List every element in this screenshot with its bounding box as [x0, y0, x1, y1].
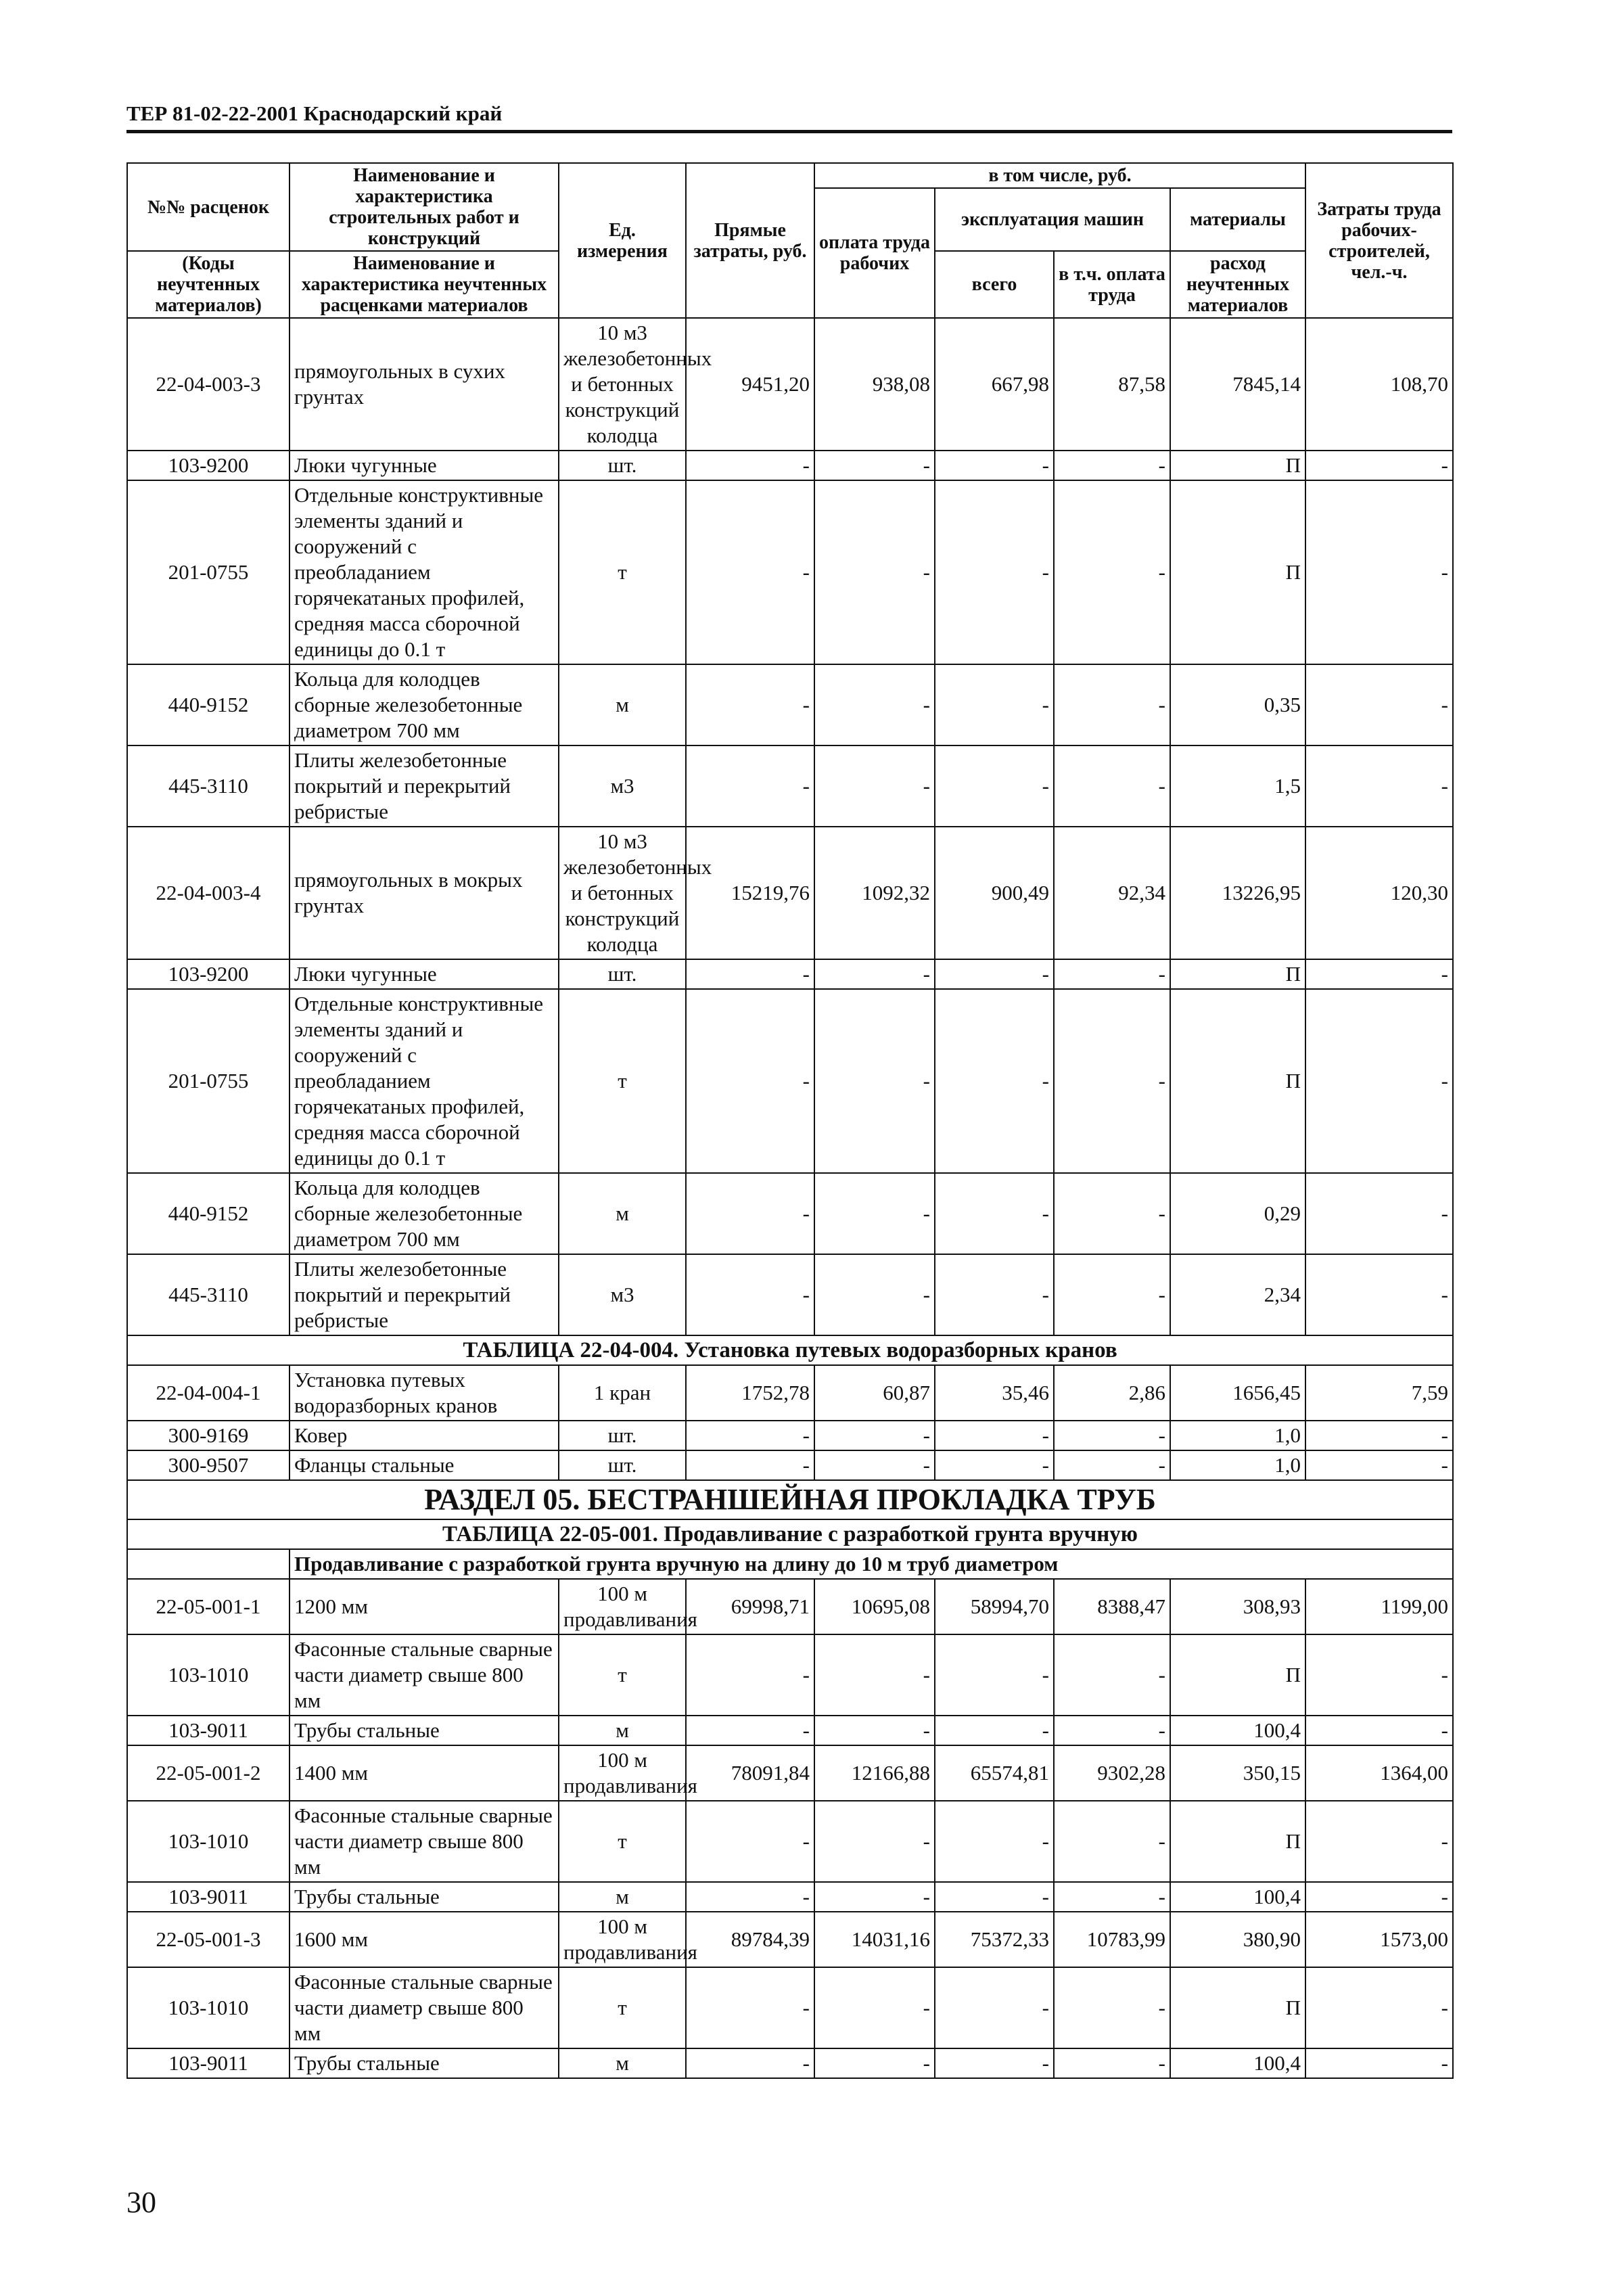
rate-row — [127, 1912, 1453, 1967]
machines-cell: 900,49 — [935, 827, 1054, 959]
machine-wages-cell: - — [1054, 1967, 1170, 2048]
direct-costs: 69998,71 — [686, 1579, 814, 1634]
wages-cell: 14031,16 — [814, 1912, 935, 1967]
direct-costs: 15219,76 — [686, 827, 814, 959]
unit-cell: м3 — [559, 745, 686, 827]
unit-cell: т — [559, 1967, 686, 2048]
rate-row — [127, 1579, 1453, 1634]
rate-code: 103-9011 — [127, 1716, 290, 1745]
subtitle-spacer — [127, 1549, 290, 1579]
unit-cell: 100 м продавливания — [559, 1745, 686, 1801]
rate-code: 445-3110 — [127, 1254, 290, 1335]
machine-wages-cell: - — [1054, 480, 1170, 664]
col-machines-total: всего — [935, 251, 1054, 318]
materials-cell: 1656,45 — [1170, 1365, 1305, 1421]
material-row — [127, 1716, 1453, 1745]
item-name: 1400 мм — [290, 1745, 559, 1801]
materials-cell: П — [1170, 989, 1305, 1173]
labor-cell: - — [1305, 2048, 1453, 2078]
machines-cell: 75372,33 — [935, 1912, 1054, 1967]
machines-cell: - — [935, 664, 1054, 745]
labor-cell: - — [1305, 1882, 1453, 1912]
machine-wages-cell: 87,58 — [1054, 318, 1170, 451]
machine-wages-cell: 2,86 — [1054, 1365, 1170, 1421]
rate-code: 22-05-001-1 — [127, 1579, 290, 1634]
col-machines: эксплуатация машин — [935, 188, 1170, 251]
table-title-row — [127, 1519, 1453, 1549]
col-including: в том числе, руб. — [814, 163, 1305, 188]
material-row — [127, 989, 1453, 1173]
materials-cell: 1,0 — [1170, 1450, 1305, 1480]
machine-wages-cell: - — [1054, 664, 1170, 745]
machine-wages-cell: 9302,28 — [1054, 1745, 1170, 1801]
item-name: Люки чугунные — [290, 451, 559, 480]
wages-cell: - — [814, 1450, 935, 1480]
wages-cell: - — [814, 745, 935, 827]
materials-cell: 100,4 — [1170, 2048, 1305, 2078]
wages-cell: - — [814, 2048, 935, 2078]
rate-code: 103-9200 — [127, 451, 290, 480]
materials-cell: 350,15 — [1170, 1745, 1305, 1801]
item-name: Фасонные стальные сварные части диаметр свыше 800 мм — [290, 1967, 559, 2048]
item-name: Фасонные стальные сварные части диаметр свыше 800 мм — [290, 1634, 559, 1716]
wages-cell: - — [814, 1801, 935, 1882]
materials-cell: П — [1170, 1634, 1305, 1716]
machines-cell: - — [935, 989, 1054, 1173]
subtitle-row — [127, 1549, 1453, 1579]
materials-cell: 1,0 — [1170, 1421, 1305, 1450]
wages-cell: - — [814, 1882, 935, 1912]
material-row — [127, 451, 1453, 480]
machines-cell: - — [935, 1882, 1054, 1912]
material-row — [127, 1450, 1453, 1480]
rate-code: 22-04-003-3 — [127, 318, 290, 451]
material-row — [127, 1882, 1453, 1912]
table-title: ТАБЛИЦА 22-04-004. Установка путевых водоразборных кранов — [127, 1335, 1453, 1365]
materials-cell: 13226,95 — [1170, 827, 1305, 959]
rate-row — [127, 827, 1453, 959]
item-name: прямоугольных в мокрых грунтах — [290, 827, 559, 959]
machines-cell: - — [935, 1716, 1054, 1745]
materials-cell: 100,4 — [1170, 1716, 1305, 1745]
wages-cell: 1092,32 — [814, 827, 935, 959]
machines-cell: - — [935, 1421, 1054, 1450]
direct-costs: 1752,78 — [686, 1365, 814, 1421]
wages-cell: - — [814, 1173, 935, 1254]
material-row — [127, 2048, 1453, 2078]
col-name-top: Наименование и характеристика строительных работ и конструкций — [290, 163, 559, 251]
wages-cell: - — [814, 1421, 935, 1450]
item-name: Трубы стальные — [290, 2048, 559, 2078]
item-name: Отдельные конструктивные элементы зданий и сооружений с преобладанием горячекатаных профилей, средняя масса сборочной единицы до 0.1 т — [290, 480, 559, 664]
wages-cell: - — [814, 664, 935, 745]
material-row — [127, 1967, 1453, 2048]
machine-wages-cell: - — [1054, 1173, 1170, 1254]
labor-cell: - — [1305, 1634, 1453, 1716]
machines-cell: - — [935, 959, 1054, 989]
unit-cell: т — [559, 1634, 686, 1716]
direct-costs: - — [686, 1450, 814, 1480]
section-row — [127, 1480, 1453, 1519]
machine-wages-cell: - — [1054, 451, 1170, 480]
labor-cell: - — [1305, 959, 1453, 989]
materials-cell: 100,4 — [1170, 1882, 1305, 1912]
machine-wages-cell: - — [1054, 1421, 1170, 1450]
rate-code: 201-0755 — [127, 989, 290, 1173]
machines-cell: 58994,70 — [935, 1579, 1054, 1634]
unit-cell: 1 кран — [559, 1365, 686, 1421]
page-number: 30 — [126, 2186, 156, 2219]
labor-cell: - — [1305, 1421, 1453, 1450]
direct-costs: - — [686, 1716, 814, 1745]
machine-wages-cell: - — [1054, 1716, 1170, 1745]
labor-cell: 1199,00 — [1305, 1579, 1453, 1634]
machines-cell: 667,98 — [935, 318, 1054, 451]
item-name: Кольца для колодцев сборные железобетонные диаметром 700 мм — [290, 664, 559, 745]
col-materials-sub: расход неучтенных материалов — [1170, 251, 1305, 318]
rate-code: 103-9011 — [127, 2048, 290, 2078]
wages-cell: - — [814, 1254, 935, 1335]
machines-cell: - — [935, 1634, 1054, 1716]
machine-wages-cell: - — [1054, 1450, 1170, 1480]
direct-costs: 89784,39 — [686, 1912, 814, 1967]
table-title: ТАБЛИЦА 22-05-001. Продавливание с разработкой грунта вручную — [127, 1519, 1453, 1549]
item-name: Отдельные конструктивные элементы зданий и сооружений с преобладанием горячекатаных профилей, средняя масса сборочной единицы до 0.1 т — [290, 989, 559, 1173]
materials-cell: 0,35 — [1170, 664, 1305, 745]
col-machines-wages: в т.ч. оплата труда — [1054, 251, 1170, 318]
labor-cell: - — [1305, 1967, 1453, 2048]
machine-wages-cell: 92,34 — [1054, 827, 1170, 959]
unit-cell: 100 м продавливания — [559, 1579, 686, 1634]
direct-costs: - — [686, 451, 814, 480]
rate-code: 22-05-001-2 — [127, 1745, 290, 1801]
labor-cell: - — [1305, 989, 1453, 1173]
col-name-bottom: Наименование и характеристика неучтенных расценками материалов — [290, 251, 559, 318]
labor-cell: 1364,00 — [1305, 1745, 1453, 1801]
item-name: Фасонные стальные сварные части диаметр свыше 800 мм — [290, 1801, 559, 1882]
machine-wages-cell: - — [1054, 989, 1170, 1173]
col-materials: материалы — [1170, 188, 1305, 251]
machines-cell: 35,46 — [935, 1365, 1054, 1421]
labor-cell: - — [1305, 451, 1453, 480]
labor-cell: - — [1305, 480, 1453, 664]
item-name: прямоугольных в сухих грунтах — [290, 318, 559, 451]
table-title-row — [127, 1335, 1453, 1365]
direct-costs: 78091,84 — [686, 1745, 814, 1801]
labor-cell: 108,70 — [1305, 318, 1453, 451]
header-rule — [126, 130, 1452, 133]
col-direct: Прямые затраты, руб. — [686, 163, 814, 318]
unit-cell: м — [559, 1716, 686, 1745]
section-title: РАЗДЕЛ 05. БЕСТРАНШЕЙНАЯ ПРОКЛАДКА ТРУБ — [127, 1480, 1453, 1519]
material-row — [127, 1634, 1453, 1716]
wages-cell: 10695,08 — [814, 1579, 935, 1634]
direct-costs: - — [686, 1967, 814, 2048]
material-row — [127, 1421, 1453, 1450]
rate-code: 201-0755 — [127, 480, 290, 664]
machine-wages-cell: - — [1054, 1634, 1170, 1716]
rates-table — [126, 162, 1454, 2079]
material-row — [127, 1173, 1453, 1254]
rate-code: 440-9152 — [127, 664, 290, 745]
item-name: 1600 мм — [290, 1912, 559, 1967]
labor-cell: - — [1305, 1801, 1453, 1882]
wages-cell: - — [814, 1716, 935, 1745]
item-name: Трубы стальные — [290, 1882, 559, 1912]
machine-wages-cell: - — [1054, 745, 1170, 827]
item-name: Плиты железобетонные покрытий и перекрытий ребристые — [290, 1254, 559, 1335]
rate-code: 22-05-001-3 — [127, 1912, 290, 1967]
machine-wages-cell: - — [1054, 2048, 1170, 2078]
materials-cell: П — [1170, 959, 1305, 989]
unit-cell: шт. — [559, 451, 686, 480]
running-header: ТЕР 81-02-22-2001 Краснодарский край — [126, 101, 503, 125]
wages-cell: - — [814, 1967, 935, 2048]
direct-costs: - — [686, 1882, 814, 1912]
labor-cell: - — [1305, 1254, 1453, 1335]
item-name: Фланцы стальные — [290, 1450, 559, 1480]
labor-cell: 1573,00 — [1305, 1912, 1453, 1967]
machines-cell: - — [935, 451, 1054, 480]
rate-code: 22-04-003-4 — [127, 827, 290, 959]
unit-cell: м3 — [559, 1254, 686, 1335]
rate-row — [127, 318, 1453, 451]
item-name: Люки чугунные — [290, 959, 559, 989]
materials-cell: 2,34 — [1170, 1254, 1305, 1335]
materials-cell: П — [1170, 1801, 1305, 1882]
rate-row — [127, 1745, 1453, 1801]
rate-code: 103-1010 — [127, 1634, 290, 1716]
unit-cell: т — [559, 989, 686, 1173]
machines-cell: - — [935, 1173, 1054, 1254]
wages-cell: - — [814, 451, 935, 480]
unit-cell: шт. — [559, 1450, 686, 1480]
rate-code: 300-9507 — [127, 1450, 290, 1480]
direct-costs: - — [686, 989, 814, 1173]
materials-cell: 308,93 — [1170, 1579, 1305, 1634]
direct-costs: - — [686, 1254, 814, 1335]
unit-cell: 10 м3 железобетонных и бетонных конструкций колодца — [559, 827, 686, 959]
labor-cell: - — [1305, 1173, 1453, 1254]
col-code-top: №№ расценок — [127, 163, 290, 251]
rate-code: 103-1010 — [127, 1801, 290, 1882]
wages-cell: - — [814, 1634, 935, 1716]
col-labor: Затраты труда рабочих-строителей, чел.-ч. — [1305, 163, 1453, 318]
labor-cell: - — [1305, 745, 1453, 827]
labor-cell: 120,30 — [1305, 827, 1453, 959]
machines-cell: - — [935, 745, 1054, 827]
materials-cell: 1,5 — [1170, 745, 1305, 827]
direct-costs: - — [686, 664, 814, 745]
col-unit: Ед. измерения — [559, 163, 686, 318]
unit-cell: 100 м продавливания — [559, 1912, 686, 1967]
machines-cell: 65574,81 — [935, 1745, 1054, 1801]
machines-cell: - — [935, 480, 1054, 664]
rate-code: 103-9011 — [127, 1882, 290, 1912]
col-wages: оплата труда рабочих — [814, 188, 935, 318]
unit-cell: м — [559, 664, 686, 745]
unit-cell: м — [559, 2048, 686, 2078]
unit-cell: 10 м3 железобетонных и бетонных конструкций колодца — [559, 318, 686, 451]
machines-cell: - — [935, 1450, 1054, 1480]
machine-wages-cell: 8388,47 — [1054, 1579, 1170, 1634]
machines-cell: - — [935, 2048, 1054, 2078]
item-name: Плиты железобетонные покрытий и перекрытий ребристые — [290, 745, 559, 827]
material-row — [127, 480, 1453, 664]
direct-costs: - — [686, 1634, 814, 1716]
direct-costs: - — [686, 1173, 814, 1254]
rate-code: 445-3110 — [127, 745, 290, 827]
material-row — [127, 1801, 1453, 1882]
unit-cell: м — [559, 1173, 686, 1254]
direct-costs: - — [686, 2048, 814, 2078]
material-row — [127, 1254, 1453, 1335]
machine-wages-cell: - — [1054, 1254, 1170, 1335]
wages-cell: - — [814, 959, 935, 989]
col-code-bottom: (Коды неучтенных материалов) — [127, 251, 290, 318]
machines-cell: - — [935, 1254, 1054, 1335]
labor-cell: 7,59 — [1305, 1365, 1453, 1421]
wages-cell: 938,08 — [814, 318, 935, 451]
machine-wages-cell: - — [1054, 1801, 1170, 1882]
wages-cell: - — [814, 480, 935, 664]
item-name: 1200 мм — [290, 1579, 559, 1634]
material-row — [127, 959, 1453, 989]
item-name: Установка путевых водоразборных кранов — [290, 1365, 559, 1421]
unit-cell: м — [559, 1882, 686, 1912]
rate-row — [127, 1365, 1453, 1421]
item-name: Трубы стальные — [290, 1716, 559, 1745]
wages-cell: 60,87 — [814, 1365, 935, 1421]
table-body — [127, 318, 1453, 2078]
machine-wages-cell: - — [1054, 959, 1170, 989]
unit-cell: т — [559, 480, 686, 664]
rate-code: 300-9169 — [127, 1421, 290, 1450]
rate-code: 103-9200 — [127, 959, 290, 989]
direct-costs: 9451,20 — [686, 318, 814, 451]
wages-cell: - — [814, 989, 935, 1173]
materials-cell: П — [1170, 1967, 1305, 2048]
materials-cell: П — [1170, 480, 1305, 664]
material-row — [127, 745, 1453, 827]
labor-cell: - — [1305, 1450, 1453, 1480]
materials-cell: 380,90 — [1170, 1912, 1305, 1967]
unit-cell: шт. — [559, 959, 686, 989]
item-name: Кольца для колодцев сборные железобетонные диаметром 700 мм — [290, 1173, 559, 1254]
item-name: Ковер — [290, 1421, 559, 1450]
rate-code: 440-9152 — [127, 1173, 290, 1254]
labor-cell: - — [1305, 1716, 1453, 1745]
unit-cell: т — [559, 1801, 686, 1882]
materials-cell: 0,29 — [1170, 1173, 1305, 1254]
machines-cell: - — [935, 1801, 1054, 1882]
machine-wages-cell: 10783,99 — [1054, 1912, 1170, 1967]
wages-cell: 12166,88 — [814, 1745, 935, 1801]
direct-costs: - — [686, 480, 814, 664]
rate-code: 103-1010 — [127, 1967, 290, 2048]
direct-costs: - — [686, 959, 814, 989]
rate-code: 22-04-004-1 — [127, 1365, 290, 1421]
subtitle-text: Продавливание с разработкой грунта вручную на длину до 10 м труб диаметром — [290, 1549, 1453, 1579]
material-row — [127, 664, 1453, 745]
materials-cell: 7845,14 — [1170, 318, 1305, 451]
machines-cell: - — [935, 1967, 1054, 2048]
direct-costs: - — [686, 745, 814, 827]
direct-costs: - — [686, 1801, 814, 1882]
materials-cell: П — [1170, 451, 1305, 480]
direct-costs: - — [686, 1421, 814, 1450]
unit-cell: шт. — [559, 1421, 686, 1450]
table-header — [127, 163, 1453, 318]
machine-wages-cell: - — [1054, 1882, 1170, 1912]
labor-cell: - — [1305, 664, 1453, 745]
